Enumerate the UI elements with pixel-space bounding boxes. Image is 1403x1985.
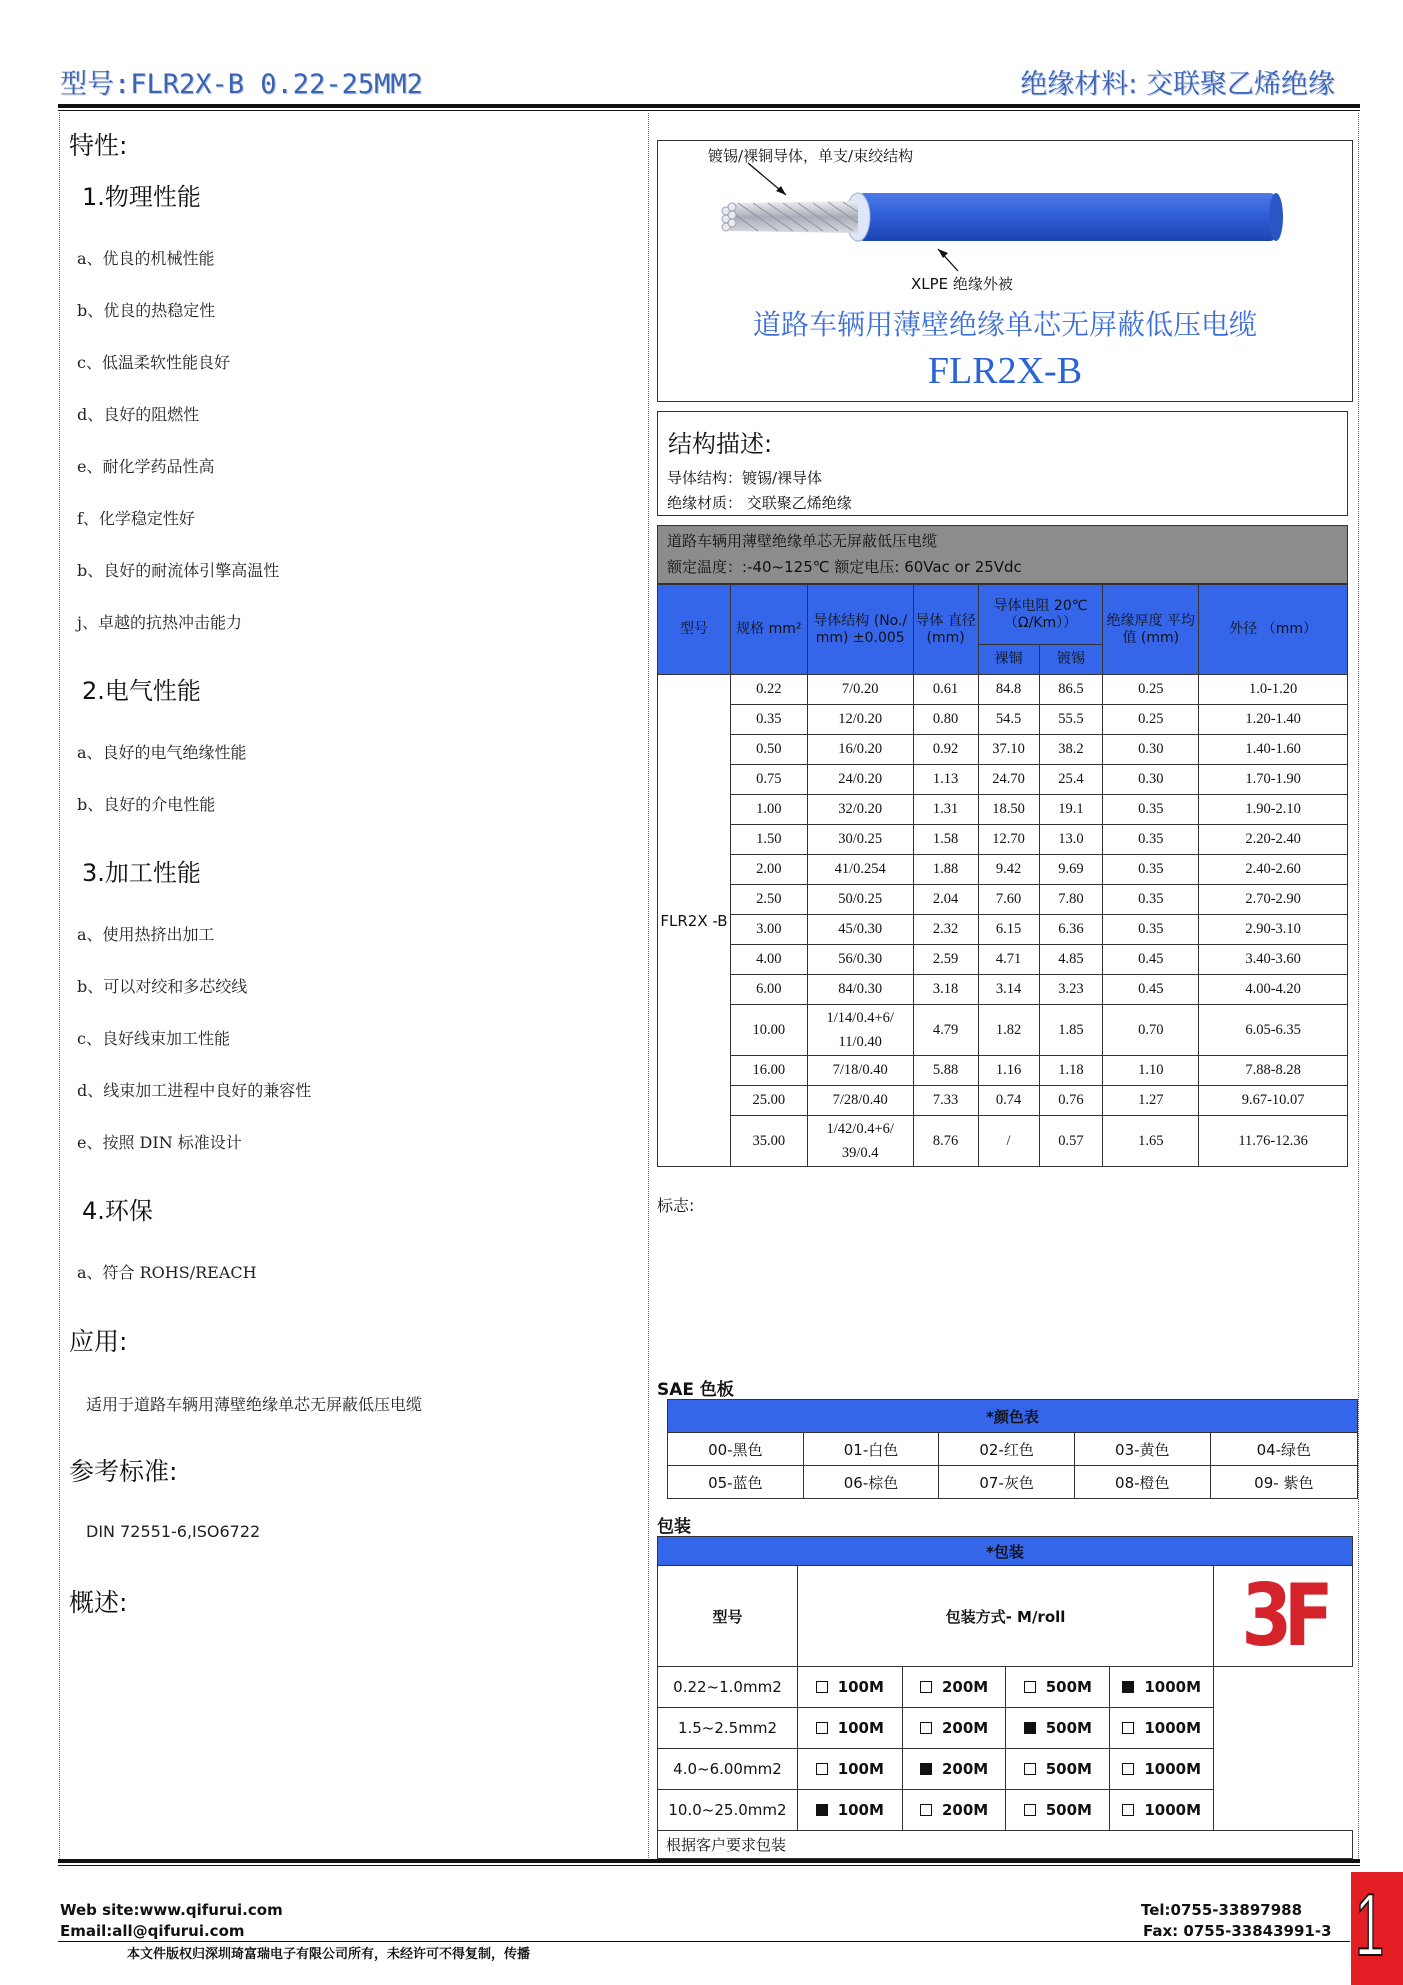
unchecked-box-icon[interactable] <box>1122 1763 1134 1775</box>
spec-cell: 24/0.20 <box>807 765 913 795</box>
structure-box <box>657 411 1348 516</box>
footer-rule-thin <box>58 1865 1360 1866</box>
spec-cell: 1.70-1.90 <box>1199 765 1348 795</box>
footer-email[interactable]: Email:all@qifurui.com <box>60 1922 245 1940</box>
spec-cell: 25.4 <box>1039 765 1103 795</box>
color-cell: 04-绿色 <box>1210 1433 1357 1466</box>
col-diameter: 导体 直径 (mm) <box>913 585 978 675</box>
spec-cell: 4.79 <box>913 1005 978 1056</box>
unchecked-box-icon[interactable] <box>1024 1681 1036 1693</box>
footer-tel: Tel:0755-33897988 <box>1141 1901 1303 1919</box>
spec-cell: 1.82 <box>978 1005 1039 1056</box>
cable-illustration <box>657 140 1353 402</box>
spec-cell: 0.70 <box>1103 1005 1199 1056</box>
checked-box-icon[interactable] <box>1122 1681 1134 1693</box>
color-cell: 08-橙色 <box>1074 1466 1210 1499</box>
packing-option-label: 100M <box>837 1801 884 1819</box>
structure-insulation: 绝缘材质： 交联聚乙烯绝缘 <box>667 494 852 512</box>
spec-cell: 7/0.20 <box>807 675 913 705</box>
spec-cell: 1.20-1.40 <box>1199 705 1348 735</box>
packing-option[interactable] <box>902 1667 1006 1708</box>
col-resistance: 导体电阻 20℃ （Ω/Km）） <box>978 585 1103 645</box>
packing-option[interactable] <box>902 1708 1006 1749</box>
spec-cell: 0.35 <box>1103 795 1199 825</box>
page-number-badge <box>1351 1872 1403 1985</box>
color-cell: 03-黄色 <box>1074 1433 1210 1466</box>
spec-row <box>658 1056 1348 1086</box>
spec-cell: 16.00 <box>730 1056 807 1086</box>
spec-cell: 6.15 <box>978 915 1039 945</box>
spec-cell: 11.76-12.36 <box>1199 1116 1348 1167</box>
packing-col-method: 包装方式- M/roll <box>797 1566 1213 1667</box>
spec-cell: 2.04 <box>913 885 978 915</box>
packing-option-label: 500M <box>1045 1678 1092 1696</box>
application-text: 适用于道路车辆用薄壁绝缘单芯无屏蔽低压电缆 <box>86 1395 423 1414</box>
col-strand: 导体结构 (No./ mm) ±0.005 <box>807 585 913 675</box>
packing-option-label: 1000M <box>1144 1678 1202 1696</box>
packing-row <box>658 1749 1353 1790</box>
spec-cell: 9.42 <box>978 855 1039 885</box>
spec-row <box>658 1116 1348 1167</box>
packing-option[interactable] <box>797 1708 902 1749</box>
spec-cell: 6.36 <box>1039 915 1103 945</box>
packing-table <box>657 1536 1353 1859</box>
spec-cell: 0.57 <box>1039 1116 1103 1167</box>
spec-cell: 0.22 <box>730 675 807 705</box>
packing-col-model: 型号 <box>658 1566 798 1667</box>
packing-row <box>658 1790 1353 1831</box>
unchecked-box-icon[interactable] <box>816 1763 828 1775</box>
packing-option-label: 100M <box>837 1678 884 1696</box>
packing-size: 10.0~25.0mm2 <box>658 1790 798 1831</box>
spec-cell: 5.88 <box>913 1056 978 1086</box>
spec-cell: 1.40-1.60 <box>1199 735 1348 765</box>
unchecked-box-icon[interactable] <box>920 1804 932 1816</box>
spec-cell: 1.31 <box>913 795 978 825</box>
spec-cell: 4.71 <box>978 945 1039 975</box>
spec-cell: 0.61 <box>913 675 978 705</box>
col-size: 规格 mm² <box>730 585 807 675</box>
application-title: 应用: <box>69 1327 128 1356</box>
spec-row <box>658 825 1348 855</box>
physical-item: c、低温柔软性能良好 <box>77 353 230 372</box>
packing-label: 包装 <box>657 1517 691 1537</box>
spec-cell: 1.10 <box>1103 1056 1199 1086</box>
spec-cell: 7/28/0.40 <box>807 1086 913 1116</box>
physical-title: 1.物理性能 <box>82 183 201 211</box>
spec-row <box>658 855 1348 885</box>
spec-cell: 13.0 <box>1039 825 1103 855</box>
footer-fax: Fax: 0755-33843991-3 <box>1143 1922 1332 1940</box>
env-item: a、符合 ROHS/REACH <box>77 1263 257 1282</box>
spec-row <box>658 1005 1348 1056</box>
spec-cell: 0.35 <box>1103 885 1199 915</box>
color-cell: 07-灰色 <box>939 1466 1075 1499</box>
packing-row <box>658 1667 1353 1708</box>
electrical-title: 2.电气性能 <box>82 677 201 705</box>
packing-size: 4.0~6.00mm2 <box>658 1749 798 1790</box>
spec-cell: 25.00 <box>730 1086 807 1116</box>
spec-cell: 18.50 <box>978 795 1039 825</box>
spec-cell: 0.35 <box>730 705 807 735</box>
physical-item: a、优良的机械性能 <box>77 249 215 268</box>
packing-option[interactable] <box>1110 1790 1214 1831</box>
unchecked-box-icon[interactable] <box>1122 1722 1134 1734</box>
spec-title: 道路车辆用薄壁绝缘单芯无屏蔽低压电缆 <box>667 532 938 550</box>
spec-row <box>658 885 1348 915</box>
sheath-label: XLPE 绝缘外被 <box>911 275 1013 293</box>
spec-cell: 3.23 <box>1039 975 1103 1005</box>
spec-cell: 56/0.30 <box>807 945 913 975</box>
spec-cell: 0.25 <box>1103 705 1199 735</box>
spec-cell: 7.60 <box>978 885 1039 915</box>
spec-cell: 55.5 <box>1039 705 1103 735</box>
spec-row <box>658 945 1348 975</box>
spec-row <box>658 795 1348 825</box>
color-cell: 05-蓝色 <box>668 1466 804 1499</box>
spec-cell: 84/0.30 <box>807 975 913 1005</box>
physical-item: b、良好的耐流体引擎高温性 <box>77 561 280 580</box>
spec-cell: 1.90-2.10 <box>1199 795 1348 825</box>
spec-cell: 0.45 <box>1103 975 1199 1005</box>
footer-rule <box>58 1859 1360 1863</box>
spec-row <box>658 705 1348 735</box>
physical-item: e、耐化学药品性高 <box>77 457 215 476</box>
packing-option[interactable] <box>797 1667 902 1708</box>
cable-title: 道路车辆用薄壁绝缘单芯无屏蔽低压电缆 <box>752 308 1257 341</box>
spec-cell: 9.67-10.07 <box>1199 1086 1348 1116</box>
spec-cell: 41/0.254 <box>807 855 913 885</box>
spec-cell: 4.00 <box>730 945 807 975</box>
col-bare: 裸铜 <box>978 645 1039 675</box>
spec-row <box>658 1086 1348 1116</box>
spec-cell: 1/42/0.4+6/ 39/0.4 <box>807 1116 913 1167</box>
packing-option[interactable] <box>902 1790 1006 1831</box>
spec-row <box>658 735 1348 765</box>
checked-box-icon[interactable] <box>1024 1722 1036 1734</box>
spec-cell: 0.92 <box>913 735 978 765</box>
packing-option-label: 1000M <box>1144 1801 1202 1819</box>
spec-cell: 0.35 <box>1103 915 1199 945</box>
unchecked-box-icon[interactable] <box>816 1681 828 1693</box>
spec-cell: 0.76 <box>1039 1086 1103 1116</box>
packing-option-label: 200M <box>941 1801 989 1819</box>
spec-cell: 12/0.20 <box>807 705 913 735</box>
color-cell: 09- 紫色 <box>1210 1466 1357 1499</box>
color-cell: 01-白色 <box>803 1433 939 1466</box>
spec-cell: 2.50 <box>730 885 807 915</box>
spec-cell: 0.75 <box>730 765 807 795</box>
spec-cell: 1.13 <box>913 765 978 795</box>
spec-cell: 1/14/0.4+6/ 11/0.40 <box>807 1005 913 1056</box>
packing-option-label: 200M <box>941 1719 989 1737</box>
packing-option[interactable] <box>902 1749 1006 1790</box>
packing-option[interactable] <box>797 1749 902 1790</box>
env-title: 4.环保 <box>82 1197 153 1225</box>
unchecked-box-icon[interactable] <box>1122 1804 1134 1816</box>
electrical-item: a、良好的电气绝缘性能 <box>77 743 247 762</box>
spec-cell: 86.5 <box>1039 675 1103 705</box>
electrical-item: b、良好的介电性能 <box>77 795 216 814</box>
spec-cell: 1.27 <box>1103 1086 1199 1116</box>
packing-row <box>658 1708 1353 1749</box>
packing-option[interactable] <box>1110 1708 1214 1749</box>
packing-option-label: 1000M <box>1144 1719 1202 1737</box>
unchecked-box-icon[interactable] <box>920 1681 932 1693</box>
sae-label: SAE 色板 <box>657 1380 734 1400</box>
spec-cell: 2.32 <box>913 915 978 945</box>
spec-cell: 0.35 <box>1103 855 1199 885</box>
spec-cell: 2.20-2.40 <box>1199 825 1348 855</box>
col-thickness: 绝缘厚度 平均值 (mm) <box>1103 585 1199 675</box>
spec-cell: 0.25 <box>1103 675 1199 705</box>
col-od: 外径 （mm） <box>1199 585 1348 675</box>
logo-3f: 3F <box>1241 1566 1325 1666</box>
spec-row <box>658 975 1348 1005</box>
spec-table <box>657 584 1348 1167</box>
spec-cell: 12.70 <box>978 825 1039 855</box>
processing-item: c、良好线束加工性能 <box>77 1029 230 1048</box>
header-rule-thin <box>58 110 1360 111</box>
packing-option[interactable] <box>1110 1749 1214 1790</box>
spec-cell: 0.30 <box>1103 735 1199 765</box>
spec-cell: 1.65 <box>1103 1116 1199 1167</box>
marking-label: 标志: <box>657 1196 695 1215</box>
spec-cell: 1.00 <box>730 795 807 825</box>
header-rule <box>58 104 1360 108</box>
packing-option[interactable] <box>1006 1708 1110 1749</box>
packing-note: 根据客户要求包装 <box>658 1831 1353 1859</box>
spec-cell: 1.16 <box>978 1056 1039 1086</box>
physical-item: j、卓越的抗热冲击能力 <box>77 613 242 632</box>
spec-cell: 1.85 <box>1039 1005 1103 1056</box>
spec-cell: 1.0-1.20 <box>1199 675 1348 705</box>
packing-option-label: 200M <box>941 1678 989 1696</box>
spec-rating: 额定温度：:-40~125℃ 额定电压: 60Vac or 25Vdc <box>667 558 1022 576</box>
spec-cell: 2.59 <box>913 945 978 975</box>
color-cell: 00-黑色 <box>668 1433 804 1466</box>
spec-cell: 2.40-2.60 <box>1199 855 1348 885</box>
spec-cell: 6.00 <box>730 975 807 1005</box>
packing-option-label: 500M <box>1045 1760 1092 1778</box>
spec-cell: 7.33 <box>913 1086 978 1116</box>
spec-cell: 0.30 <box>1103 765 1199 795</box>
spec-header <box>657 525 1348 584</box>
spec-cell: 0.50 <box>730 735 807 765</box>
spec-cell: 3.14 <box>978 975 1039 1005</box>
col-model: 型号 <box>658 585 731 675</box>
spec-cell: 4.00-4.20 <box>1199 975 1348 1005</box>
spec-cell: 1.50 <box>730 825 807 855</box>
spec-cell: 45/0.30 <box>807 915 913 945</box>
packing-option[interactable] <box>797 1790 902 1831</box>
physical-item: b、优良的热稳定性 <box>77 301 216 320</box>
spec-row <box>658 765 1348 795</box>
processing-title: 3.加工性能 <box>82 859 201 887</box>
physical-item: d、良好的阻燃性 <box>77 405 200 424</box>
packing-option-label: 500M <box>1045 1801 1092 1819</box>
spec-cell: 50/0.25 <box>807 885 913 915</box>
color-cell: 06-棕色 <box>803 1466 939 1499</box>
packing-size: 1.5~2.5mm2 <box>658 1708 798 1749</box>
spec-cell: 2.70-2.90 <box>1199 885 1348 915</box>
packing-option-label: 200M <box>941 1760 989 1778</box>
spec-cell: 54.5 <box>978 705 1039 735</box>
spec-cell: 7/18/0.40 <box>807 1056 913 1086</box>
standard-title: 参考标准: <box>69 1457 178 1486</box>
packing-option-label: 500M <box>1045 1719 1092 1737</box>
spec-cell: 1.18 <box>1039 1056 1103 1086</box>
spec-row <box>658 915 1348 945</box>
overview-title: 概述: <box>69 1588 128 1617</box>
packing-head: *包装 <box>658 1537 1353 1566</box>
page-number: 1 <box>1355 1875 1385 1974</box>
sae-head: *颜色表 <box>668 1400 1358 1433</box>
spec-cell: 7.80 <box>1039 885 1103 915</box>
features-title: 特性: <box>69 131 128 160</box>
unchecked-box-icon[interactable] <box>1024 1763 1036 1775</box>
spec-cell: 35.00 <box>730 1116 807 1167</box>
header-insulation: 绝缘材料: 交联聚乙烯绝缘 <box>1020 69 1335 100</box>
spec-cell: 37.10 <box>978 735 1039 765</box>
structure-title: 结构描述: <box>668 430 773 458</box>
cable-model: FLR2X-B <box>927 350 1083 392</box>
standard-text: DIN 72551-6,ISO6722 <box>86 1522 261 1541</box>
packing-option[interactable] <box>1006 1667 1110 1708</box>
spec-cell: 0.45 <box>1103 945 1199 975</box>
spec-cell: 9.69 <box>1039 855 1103 885</box>
cable-image <box>658 141 1354 281</box>
spec-cell: 3.00 <box>730 915 807 945</box>
packing-option-label: 100M <box>837 1760 884 1778</box>
processing-item: b、可以对绞和多芯绞线 <box>77 977 248 996</box>
column-divider <box>648 113 649 1858</box>
spec-cell: 7.88-8.28 <box>1199 1056 1348 1086</box>
packing-option[interactable] <box>1006 1749 1110 1790</box>
checked-box-icon[interactable] <box>920 1763 932 1775</box>
spec-cell: 10.00 <box>730 1005 807 1056</box>
packing-option-label: 100M <box>837 1719 884 1737</box>
packing-option[interactable] <box>1110 1667 1214 1708</box>
processing-item: d、线束加工进程中良好的兼容性 <box>77 1081 312 1100</box>
checked-box-icon[interactable] <box>816 1804 828 1816</box>
physical-item: f、化学稳定性好 <box>77 509 195 528</box>
footer-copy-rule <box>58 1941 1350 1942</box>
header-model: 型号:FLR2X-B 0.22-25MM2 <box>60 69 423 100</box>
sae-color-table <box>667 1399 1358 1499</box>
spec-cell: 1.58 <box>913 825 978 855</box>
spec-cell: 24.70 <box>978 765 1039 795</box>
spec-cell: 16/0.20 <box>807 735 913 765</box>
unchecked-box-icon[interactable] <box>1024 1804 1036 1816</box>
unchecked-box-icon[interactable] <box>920 1722 932 1734</box>
spec-cell: 2.90-3.10 <box>1199 915 1348 945</box>
spec-model-cell: FLR2X -B <box>658 675 731 1167</box>
spec-cell: 3.18 <box>913 975 978 1005</box>
spec-cell: 84.8 <box>978 675 1039 705</box>
spec-cell: 0.80 <box>913 705 978 735</box>
packing-option[interactable] <box>1006 1790 1110 1831</box>
spec-cell: 38.2 <box>1039 735 1103 765</box>
processing-item: a、使用热挤出加工 <box>77 925 215 944</box>
spec-cell: 0.74 <box>978 1086 1039 1116</box>
footer-copyright: 本文件版权归深圳琦富瑞电子有限公司所有，未经许可不得复制，传播 <box>127 1947 531 1962</box>
spec-cell: 1.88 <box>913 855 978 885</box>
spec-cell: 4.85 <box>1039 945 1103 975</box>
packing-size: 0.22~1.0mm2 <box>658 1667 798 1708</box>
processing-item: e、按照 DIN 标准设计 <box>77 1133 242 1152</box>
spec-cell: 2.00 <box>730 855 807 885</box>
spec-cell: 3.40-3.60 <box>1199 945 1348 975</box>
spec-cell: 8.76 <box>913 1116 978 1167</box>
conductor-label: 镀锡/裸铜导体，单支/束绞结构 <box>708 147 914 165</box>
spec-cell: 32/0.20 <box>807 795 913 825</box>
brand-logo <box>1214 1566 1353 1667</box>
packing-option-label: 1000M <box>1144 1760 1202 1778</box>
spec-cell: 30/0.25 <box>807 825 913 855</box>
color-cell: 02-红色 <box>939 1433 1075 1466</box>
spec-cell: / <box>978 1116 1039 1167</box>
unchecked-box-icon[interactable] <box>816 1722 828 1734</box>
spec-cell: 6.05-6.35 <box>1199 1005 1348 1056</box>
col-tinned: 镀锡 <box>1039 645 1103 675</box>
spec-cell: 0.35 <box>1103 825 1199 855</box>
structure-conductor: 导体结构：镀锡/裸导体 <box>667 469 823 487</box>
spec-row <box>658 675 1348 705</box>
spec-cell: 19.1 <box>1039 795 1103 825</box>
footer-website[interactable]: Web site:www.qifurui.com <box>60 1901 283 1919</box>
